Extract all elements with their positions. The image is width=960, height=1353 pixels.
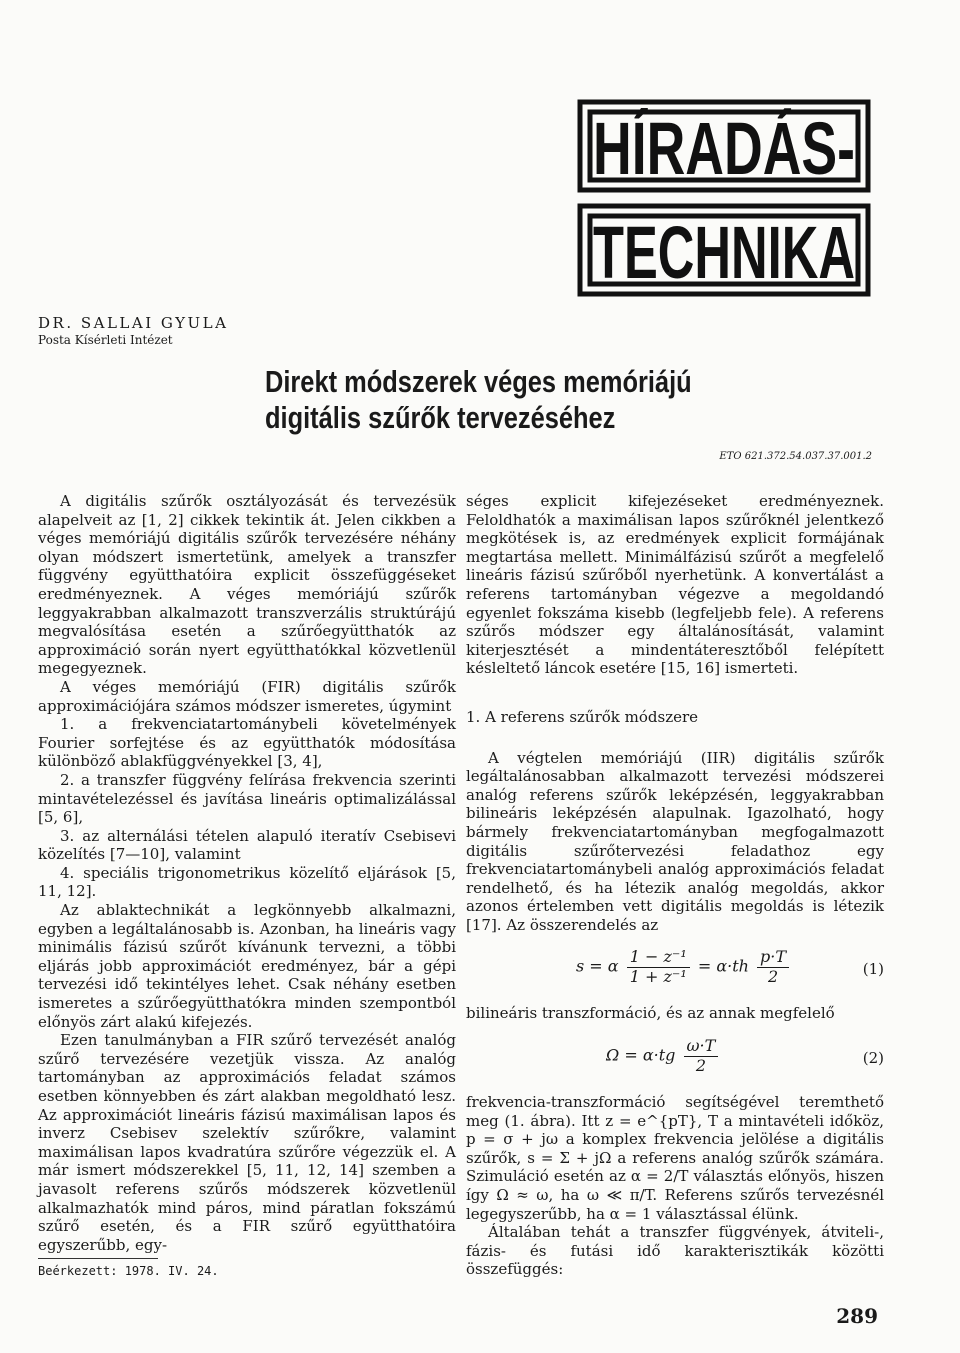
eq2-fraction bbox=[684, 1037, 719, 1075]
right-column bbox=[466, 492, 884, 1279]
paragraph: A digitális szűrők osztályozását és tervezésük alapelveit az [1, 2] cikkek tekintik át. Jelen cikkben a véges memóriájú digitális szűrők tervezésére néhány olyan módszert ismertetünk, amelyek a transzfer függvény együtthatóira explicit összefüggéseket eredményeznek. A véges memóriájú szűrők leggyakrabban alkalmazott transzverzális struktúrájú megvalósítása esetén a szűrőegyütthatók az approximáció során nyert együtthatókkal közvetlenül megegyeznek. bbox=[38, 492, 456, 678]
equation-1-formula bbox=[576, 948, 792, 986]
equation-2-formula bbox=[606, 1037, 721, 1075]
eq1-fraction bbox=[627, 948, 690, 986]
equation-2 bbox=[466, 1029, 884, 1087]
hiradastechnika-logo bbox=[576, 84, 880, 298]
udc-code: ETO 621.372.54.037.37.001.2 bbox=[719, 451, 872, 462]
title-line-1: Direkt módszerek véges memóriájú bbox=[265, 364, 692, 399]
eq1-numerator: 1 − z⁻¹ bbox=[627, 948, 690, 968]
paragraph: A végtelen memóriájú (IIR) digitális szűrők legáltalánosabban alkalmazott tervezési módszerei analóg referens szűrők leképzésén, leggyakrabban bilineáris leképzésén alapulnak. Igazolható, hogy bármely frekvenciatartományban megfogalmazott digitális szűrőtervezési feladathoz egy frekvenciatartománybeli analóg approximációs feladat rendelhető, és ha létezik analóg megoldás, akkor azonos értelemben vett digitális megoldás is létezik [17]. Az összerendelés az bbox=[466, 748, 884, 934]
eq1-mid: = α·th bbox=[697, 957, 749, 977]
section-heading: 1. A referens szűrők módszere bbox=[466, 707, 699, 726]
title-line-2: digitális szűrők tervezéséhez bbox=[265, 400, 616, 435]
eq1-numerator-2: p·T bbox=[757, 948, 789, 968]
eq2-denominator: 2 bbox=[695, 1055, 706, 1075]
logo-line-2: TECHNIKA bbox=[593, 211, 855, 294]
page-number: 289 bbox=[836, 1304, 878, 1328]
eq2-lhs: Ω = α·tg bbox=[606, 1045, 676, 1065]
eq1-fraction-2 bbox=[757, 948, 789, 986]
equation-1 bbox=[466, 940, 884, 998]
paragraph: A véges memóriájú (FIR) digitális szűrők approximációjára számos módszer ismeretes, úgymint bbox=[38, 677, 456, 715]
list-item: 4. speciális trigonometrikus közelítő eljárások [5, 11, 12]. bbox=[38, 863, 456, 901]
paragraph: Általában tehát a transzfer függvények, átviteli-, fázis- és futási idő karakterisztikák közötti összefüggés: bbox=[466, 1223, 884, 1279]
left-column bbox=[38, 492, 456, 1254]
article-title bbox=[265, 364, 790, 436]
paragraph: bilineáris transzformáció, és az annak megfelelő bbox=[466, 1004, 835, 1023]
list-item: 2. a transzfer függvény felírása frekvencia szerinti mintavételezéssel és javítása lineáris optimalizálással [5, 6], bbox=[38, 770, 456, 827]
list-item: 1. a frekvenciatartománybeli követelmények Fourier sorfejtése és az együtthatók módosítása különböző ablakfüggvényekkel [3, 4], bbox=[38, 715, 456, 771]
author-institution: Posta Kísérleti Intézet bbox=[38, 333, 173, 347]
eq2-numerator: ω·T bbox=[684, 1037, 719, 1057]
equation-2-number: (2) bbox=[862, 1049, 884, 1068]
received-date: Beérkezett: 1978. IV. 24. bbox=[38, 1264, 219, 1278]
equation-1-number: (1) bbox=[862, 960, 884, 979]
eq1-lhs: s = α bbox=[576, 957, 619, 977]
logo-line-1: HÍRADÁS- bbox=[593, 107, 855, 190]
paragraph: séges explicit kifejezéseket eredményeznek. Feloldhatók a maximálisan lapos szűrőknél jelentkező megkötések is, az eredmények explicit formájának megtartása mellett. Minimálfázisú szűrőt a megfelelő lineáris fázisú szűrőből nyerhetünk. A konvertálást a referens tartományban végezve a megoldandó egyenlet fokszáma kisebb (legfeljebb fele). A referens szűrős módszer egy általánosítását, valamint kiterjesztését a mindentáteresztőből felépített késleltető láncok esetére [15, 16] ismerteti. bbox=[466, 492, 884, 678]
author-name: DR. SALLAI GYULA bbox=[38, 314, 229, 332]
eq1-denominator: 1 + z⁻¹ bbox=[629, 967, 687, 987]
paragraph: Ezen tanulmányban a FIR szűrő tervezését analóg szűrő tervezésére vezetjük vissza. Az analóg tartományban az approximációs feladat számos esetben könnyebben és zárt alakban megoldható lesz. Az approximációt lineáris fázisú maximálisan lapos és inverz Csebisev szelektív szűrőkre, valamint maximálisan lapos kvadratúra szűrőre végezzük el. A már ismert módszerekkel [5, 11, 12, 14] szemben a javasolt referens szűrős módszerek közvetlenül alkalmazhatók mind páros, mind páratlan fokszámú szűrő esetén, és a FIR szűrő együtthatóira egyszerűbb, egy- bbox=[38, 1031, 456, 1254]
paragraph: frekvencia-transzformáció segítségével teremthető meg (1. ábra). Itt z = e^{pT}, T a mintavételi időköz, p = σ + jω a komplex frekvencia jelölése a digitális szűrők, s = Σ + jΩ a referens analóg szűrők számára. Szimuláció esetén az α = 2/T választás előnyös, hiszen így Ω ≈ ω, ha ω ≪ π/T. Referens szűrős tervezésnél legegyszerűbb, ha α = 1 választással élünk. bbox=[466, 1093, 884, 1223]
eq1-denominator-2: 2 bbox=[767, 967, 779, 987]
list-item: 3. az alternálási tételen alapuló iteratív Csebisevi közelítés [7—10], valamint bbox=[38, 826, 456, 864]
paragraph: Az ablaktechnikát a legkönnyebb alkalmazni, egyben a legáltalánosabb is. Azonban, ha lineáris vagy minimális fázisú szűrőt kívánunk tervezni, a többi eljárás jobb approximációt eredményez, bár a gépi tervezési idő tekintélyes lehet. Csak néhány esetben ismeretes a szűrőegyütthatókra minden szempontból előnyös zárt alakú kifejezés. bbox=[38, 901, 456, 1031]
footnote-rule bbox=[38, 1258, 158, 1259]
